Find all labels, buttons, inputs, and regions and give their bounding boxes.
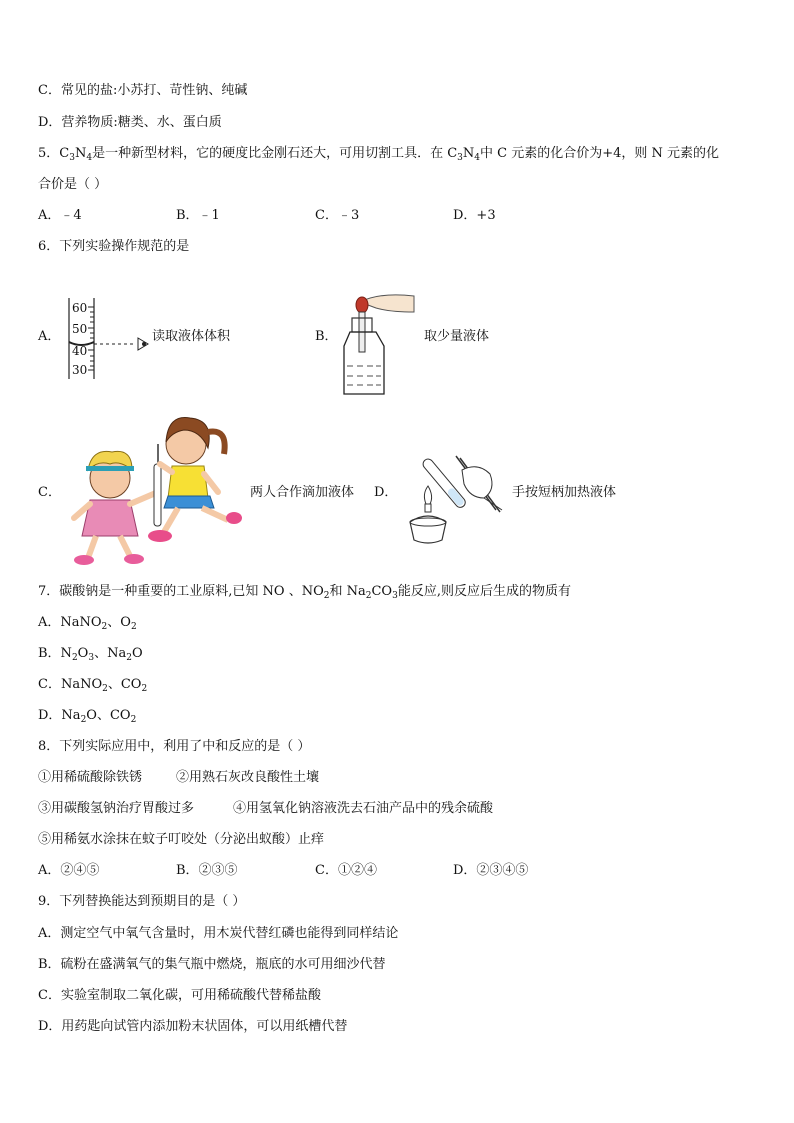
two-children-figure: [68, 408, 244, 568]
q8-item-4: ④用氢氧化钠溶液洗去石油产品中的残余硫酸: [233, 801, 494, 816]
q8-item-3: ③用碳酸氢钠治疗胃酸过多: [38, 801, 195, 816]
q6-option-c-label: C．: [38, 485, 61, 500]
q8-item-1: ①用稀硫酸除铁锈: [38, 770, 143, 785]
cylinder-tick-30: 30: [72, 363, 88, 377]
q6-option-a-caption: 读取液体体积: [152, 329, 231, 344]
q9-option-a: A．测定空气中氧气含量时，用木炭代替红磷也能得到同样结论: [38, 926, 399, 941]
q6-stem: 6．下列实验操作规范的是: [38, 239, 190, 254]
cylinder-tick-40: 40: [72, 344, 88, 358]
q8-option-c: C．①②④: [315, 863, 377, 878]
q6-option-a-label: A．: [38, 329, 61, 344]
cylinder-tick-50: 50: [72, 322, 88, 336]
q7-option-a: A．NaNO$_2$、$O_2$: [38, 615, 137, 632]
q7-option-b: B．$N_2O_3$、$Na_2O$: [38, 646, 143, 663]
q8-option-a: A．②④⑤: [38, 863, 100, 878]
q6-option-b-caption: 取少量液体: [424, 329, 490, 344]
q6-option-c-caption: 两人合作滴加液体: [250, 485, 355, 500]
q5-stem-line1: 5．$C_3N_4$是一种新型材料，它的硬度比金刚石还大，可用切割工具．在 $C_3N_4$中 C 元素的化合价为+4，则 N 元素的化: [38, 146, 720, 163]
q8-item-5: ⑤用稀氨水涂抹在蚊子叮咬处（分泌出蚁酸）止痒: [38, 832, 325, 847]
q9-option-d: D．用药匙向试管内添加粉末状固体，可以用纸槽代替: [38, 1019, 348, 1034]
q9-stem: 9．下列替换能达到预期目的是（ ）: [38, 894, 246, 909]
cylinder-tick-60: 60: [72, 301, 88, 315]
q7-option-d: D．$Na_2O$、$CO_2$: [38, 708, 137, 725]
q8-stem: 8．下列实际应用中，利用了中和反应的是（ ）: [38, 739, 311, 754]
q9-option-c: C．实验室制取二氧化碳，可用稀硫酸代替稀盐酸: [38, 988, 321, 1003]
q5-option-c: C．﹣3: [315, 208, 360, 223]
q4-option-d: D．营养物质:糖类、水、蛋白质: [38, 115, 222, 130]
q6-option-b-label: B．: [315, 329, 338, 344]
q5-option-b: B．﹣1: [176, 208, 220, 223]
q8-option-b: B．②③⑤: [176, 863, 238, 878]
q8-option-d: D．②③④⑤: [453, 863, 529, 878]
dropper-bottle-figure: [340, 290, 420, 396]
q8-item-2: ②用熟石灰改良酸性土壤: [176, 770, 320, 785]
q7-stem: 7．碳酸钠是一种重要的工业原料,已知 NO 、$NO_2$和 $Na_2CO_3$能反应,则反应后生成的物质有: [38, 584, 571, 601]
q6-option-d-caption: 手按短柄加热液体: [512, 485, 617, 500]
q5-option-a: A．﹣4: [38, 208, 82, 223]
q9-option-b: B．硫粉在盛满氧气的集气瓶中燃烧，瓶底的水可用细沙代替: [38, 957, 386, 972]
heating-test-tube-figure: [398, 440, 506, 550]
q6-option-d-label: D．: [374, 485, 398, 500]
q5-option-d: D．+3: [453, 208, 496, 223]
q4-option-c: C．常见的盐:小苏打、苛性钠、纯碱: [38, 83, 248, 98]
q7-option-c: C．NaNO$_2$、$CO_2$: [38, 677, 148, 694]
q5-stem-line2: 合价是（ ）: [38, 177, 108, 192]
